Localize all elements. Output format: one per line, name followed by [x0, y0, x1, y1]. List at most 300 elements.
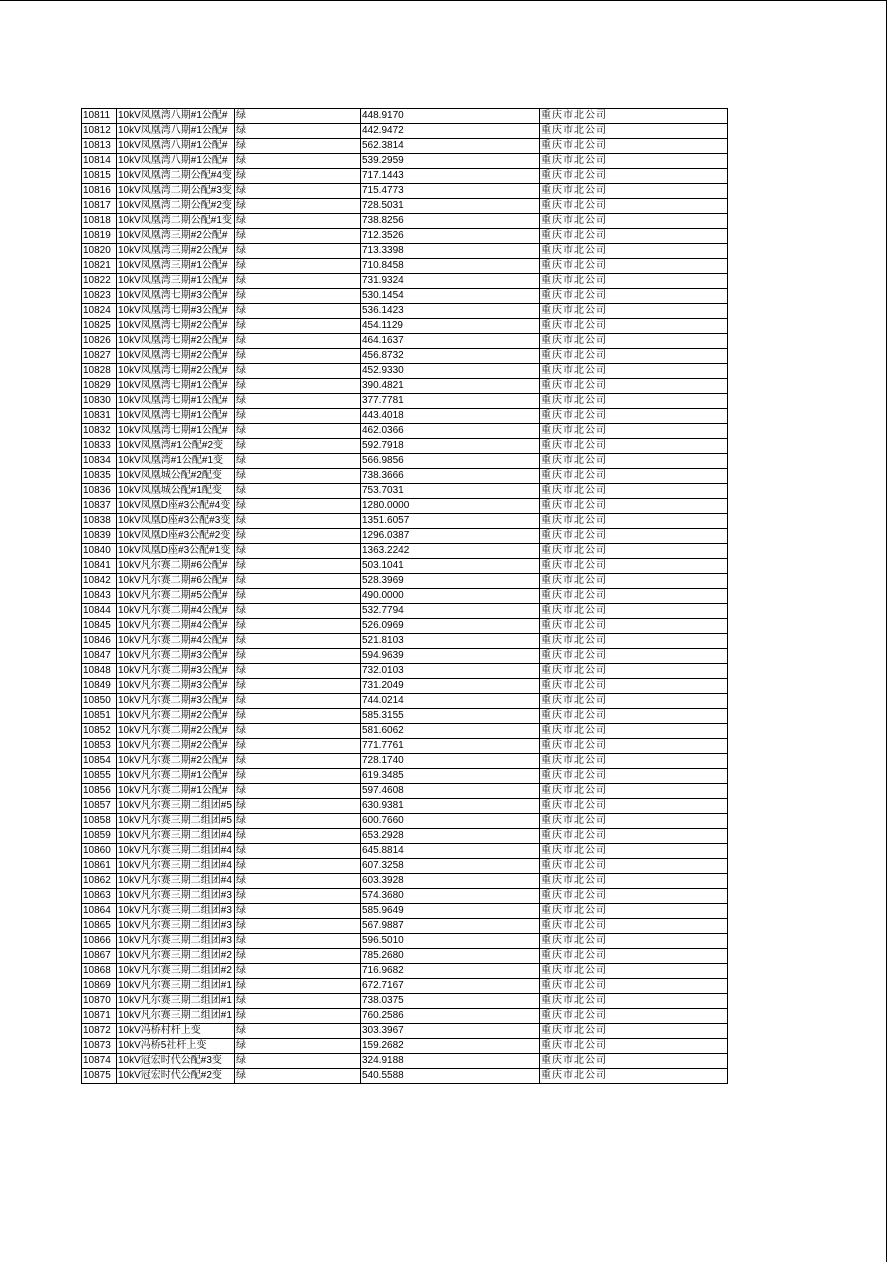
color-cell: 绿 [235, 979, 361, 994]
id-cell: 10848 [82, 664, 117, 679]
table-row [82, 739, 728, 754]
data-table [81, 108, 728, 1084]
org-cell: 重庆市北公司 [540, 1054, 728, 1069]
org-cell: 重庆市北公司 [540, 214, 728, 229]
color-cell: 绿 [235, 919, 361, 934]
table-row [82, 409, 728, 424]
id-cell: 10823 [82, 289, 117, 304]
name-cell: 10kV凤凰D座#3公配#4变 [117, 499, 235, 514]
org-cell: 重庆市北公司 [540, 604, 728, 619]
id-cell: 10847 [82, 649, 117, 664]
value-cell: 603.3928 [361, 874, 540, 889]
id-cell: 10851 [82, 709, 117, 724]
color-cell: 绿 [235, 679, 361, 694]
id-cell: 10852 [82, 724, 117, 739]
id-cell: 10867 [82, 949, 117, 964]
org-cell: 重庆市北公司 [540, 544, 728, 559]
org-cell: 重庆市北公司 [540, 589, 728, 604]
value-cell: 728.5031 [361, 199, 540, 214]
value-cell: 728.1740 [361, 754, 540, 769]
id-cell: 10826 [82, 334, 117, 349]
value-cell: 390.4821 [361, 379, 540, 394]
value-cell: 442.9472 [361, 124, 540, 139]
table-body [82, 109, 728, 1084]
color-cell: 绿 [235, 469, 361, 484]
id-cell: 10833 [82, 439, 117, 454]
org-cell: 重庆市北公司 [540, 484, 728, 499]
color-cell: 绿 [235, 619, 361, 634]
table-row [82, 424, 728, 439]
table-row [82, 1054, 728, 1069]
name-cell: 10kV凡尔赛三期二组团#5 [117, 799, 235, 814]
org-cell: 重庆市北公司 [540, 1024, 728, 1039]
org-cell: 重庆市北公司 [540, 229, 728, 244]
color-cell: 绿 [235, 484, 361, 499]
value-cell: 454.1129 [361, 319, 540, 334]
id-cell: 10825 [82, 319, 117, 334]
color-cell: 绿 [235, 199, 361, 214]
table-row [82, 274, 728, 289]
table-row [82, 184, 728, 199]
org-cell: 重庆市北公司 [540, 1039, 728, 1054]
id-cell: 10861 [82, 859, 117, 874]
color-cell: 绿 [235, 349, 361, 364]
id-cell: 10844 [82, 604, 117, 619]
name-cell: 10kV凤凰湾七期#2公配# [117, 319, 235, 334]
name-cell: 10kV凤凰城公配#2配变 [117, 469, 235, 484]
table-row [82, 544, 728, 559]
name-cell: 10kV凤凰湾二期公配#1变 [117, 214, 235, 229]
org-cell: 重庆市北公司 [540, 649, 728, 664]
color-cell: 绿 [235, 799, 361, 814]
id-cell: 10849 [82, 679, 117, 694]
color-cell: 绿 [235, 634, 361, 649]
table-row [82, 1039, 728, 1054]
name-cell: 10kV凡尔赛二期#2公配# [117, 724, 235, 739]
value-cell: 738.8256 [361, 214, 540, 229]
color-cell: 绿 [235, 1054, 361, 1069]
table-row [82, 229, 728, 244]
id-cell: 10828 [82, 364, 117, 379]
color-cell: 绿 [235, 379, 361, 394]
id-cell: 10873 [82, 1039, 117, 1054]
id-cell: 10842 [82, 574, 117, 589]
table-row [82, 379, 728, 394]
name-cell: 10kV凡尔赛三期二组团#4 [117, 844, 235, 859]
color-cell: 绿 [235, 1009, 361, 1024]
value-cell: 672.7167 [361, 979, 540, 994]
table-row [82, 634, 728, 649]
value-cell: 566.9856 [361, 454, 540, 469]
color-cell: 绿 [235, 709, 361, 724]
color-cell: 绿 [235, 439, 361, 454]
name-cell: 10kV凤凰湾三期#2公配# [117, 244, 235, 259]
table-row [82, 454, 728, 469]
color-cell: 绿 [235, 604, 361, 619]
org-cell: 重庆市北公司 [540, 1069, 728, 1084]
name-cell: 10kV凡尔赛三期二组团#3 [117, 934, 235, 949]
value-cell: 597.4608 [361, 784, 540, 799]
name-cell: 10kV凤凰湾七期#3公配# [117, 304, 235, 319]
value-cell: 785.2680 [361, 949, 540, 964]
value-cell: 324.9188 [361, 1054, 540, 1069]
org-cell: 重庆市北公司 [540, 619, 728, 634]
org-cell: 重庆市北公司 [540, 964, 728, 979]
id-cell: 10832 [82, 424, 117, 439]
table-row [82, 124, 728, 139]
name-cell: 10kV凡尔赛三期二组团#2 [117, 964, 235, 979]
name-cell: 10kV凤凰湾七期#1公配# [117, 409, 235, 424]
value-cell: 562.3814 [361, 139, 540, 154]
id-cell: 10863 [82, 889, 117, 904]
table-row [82, 979, 728, 994]
id-cell: 10836 [82, 484, 117, 499]
table-row [82, 889, 728, 904]
name-cell: 10kV凡尔赛三期二组团#2 [117, 949, 235, 964]
id-cell: 10827 [82, 349, 117, 364]
name-cell: 10kV凡尔赛三期二组团#3 [117, 904, 235, 919]
org-cell: 重庆市北公司 [540, 709, 728, 724]
table-row [82, 694, 728, 709]
name-cell: 10kV凡尔赛二期#3公配# [117, 664, 235, 679]
value-cell: 585.9649 [361, 904, 540, 919]
color-cell: 绿 [235, 844, 361, 859]
value-cell: 731.9324 [361, 274, 540, 289]
id-cell: 10855 [82, 769, 117, 784]
org-cell: 重庆市北公司 [540, 979, 728, 994]
table-row [82, 499, 728, 514]
name-cell: 10kV凡尔赛二期#2公配# [117, 709, 235, 724]
name-cell: 10kV凡尔赛二期#3公配# [117, 679, 235, 694]
id-cell: 10850 [82, 694, 117, 709]
value-cell: 526.0969 [361, 619, 540, 634]
color-cell: 绿 [235, 424, 361, 439]
table-row [82, 364, 728, 379]
org-cell: 重庆市北公司 [540, 694, 728, 709]
value-cell: 528.3969 [361, 574, 540, 589]
value-cell: 585.3155 [361, 709, 540, 724]
value-cell: 1296.0387 [361, 529, 540, 544]
name-cell: 10kV凤凰湾八期#1公配# [117, 109, 235, 124]
org-cell: 重庆市北公司 [540, 574, 728, 589]
value-cell: 715.4773 [361, 184, 540, 199]
value-cell: 159.2682 [361, 1039, 540, 1054]
value-cell: 753.7031 [361, 484, 540, 499]
org-cell: 重庆市北公司 [540, 394, 728, 409]
id-cell: 10857 [82, 799, 117, 814]
id-cell: 10838 [82, 514, 117, 529]
value-cell: 567.9887 [361, 919, 540, 934]
name-cell: 10kV凤凰湾八期#1公配# [117, 154, 235, 169]
table-row [82, 244, 728, 259]
name-cell: 10kV凡尔赛三期二组团#4 [117, 829, 235, 844]
value-cell: 738.0375 [361, 994, 540, 1009]
org-cell: 重庆市北公司 [540, 994, 728, 1009]
color-cell: 绿 [235, 964, 361, 979]
id-cell: 10870 [82, 994, 117, 1009]
color-cell: 绿 [235, 544, 361, 559]
value-cell: 1363.2242 [361, 544, 540, 559]
name-cell: 10kV凤凰湾八期#1公配# [117, 124, 235, 139]
color-cell: 绿 [235, 154, 361, 169]
value-cell: 619.3485 [361, 769, 540, 784]
color-cell: 绿 [235, 214, 361, 229]
id-cell: 10819 [82, 229, 117, 244]
color-cell: 绿 [235, 694, 361, 709]
color-cell: 绿 [235, 334, 361, 349]
org-cell: 重庆市北公司 [540, 184, 728, 199]
color-cell: 绿 [235, 289, 361, 304]
value-cell: 530.1454 [361, 289, 540, 304]
id-cell: 10872 [82, 1024, 117, 1039]
value-cell: 462.0366 [361, 424, 540, 439]
name-cell: 10kV凡尔赛二期#6公配# [117, 574, 235, 589]
org-cell: 重庆市北公司 [540, 739, 728, 754]
name-cell: 10kV凡尔赛二期#6公配# [117, 559, 235, 574]
value-cell: 503.1041 [361, 559, 540, 574]
table-row [82, 949, 728, 964]
id-cell: 10829 [82, 379, 117, 394]
table-row [82, 199, 728, 214]
id-cell: 10822 [82, 274, 117, 289]
value-cell: 600.7660 [361, 814, 540, 829]
name-cell: 10kV冠宏时代公配#3变 [117, 1054, 235, 1069]
id-cell: 10814 [82, 154, 117, 169]
org-cell: 重庆市北公司 [540, 154, 728, 169]
value-cell: 713.3398 [361, 244, 540, 259]
org-cell: 重庆市北公司 [540, 754, 728, 769]
id-cell: 10860 [82, 844, 117, 859]
org-cell: 重庆市北公司 [540, 304, 728, 319]
table-row [82, 169, 728, 184]
table-row [82, 994, 728, 1009]
org-cell: 重庆市北公司 [540, 379, 728, 394]
value-cell: 536.1423 [361, 304, 540, 319]
id-cell: 10840 [82, 544, 117, 559]
value-cell: 596.5010 [361, 934, 540, 949]
id-cell: 10869 [82, 979, 117, 994]
name-cell: 10kV冯桥5社杆上变 [117, 1039, 235, 1054]
color-cell: 绿 [235, 664, 361, 679]
org-cell: 重庆市北公司 [540, 169, 728, 184]
id-cell: 10830 [82, 394, 117, 409]
name-cell: 10kV凡尔赛二期#3公配# [117, 649, 235, 664]
org-cell: 重庆市北公司 [540, 334, 728, 349]
value-cell: 760.2586 [361, 1009, 540, 1024]
id-cell: 10824 [82, 304, 117, 319]
table-row [82, 319, 728, 334]
org-cell: 重庆市北公司 [540, 769, 728, 784]
id-cell: 10812 [82, 124, 117, 139]
table-row [82, 214, 728, 229]
org-cell: 重庆市北公司 [540, 274, 728, 289]
org-cell: 重庆市北公司 [540, 349, 728, 364]
org-cell: 重庆市北公司 [540, 829, 728, 844]
table-row [82, 964, 728, 979]
org-cell: 重庆市北公司 [540, 289, 728, 304]
table-row [82, 679, 728, 694]
org-cell: 重庆市北公司 [540, 934, 728, 949]
table-row [82, 1069, 728, 1084]
org-cell: 重庆市北公司 [540, 724, 728, 739]
org-cell: 重庆市北公司 [540, 109, 728, 124]
id-cell: 10843 [82, 589, 117, 604]
id-cell: 10821 [82, 259, 117, 274]
org-cell: 重庆市北公司 [540, 1009, 728, 1024]
table-row [82, 709, 728, 724]
name-cell: 10kV凤凰湾#1公配#2变 [117, 439, 235, 454]
org-cell: 重庆市北公司 [540, 919, 728, 934]
org-cell: 重庆市北公司 [540, 469, 728, 484]
table-row [82, 154, 728, 169]
color-cell: 绿 [235, 124, 361, 139]
value-cell: 448.9170 [361, 109, 540, 124]
id-cell: 10859 [82, 829, 117, 844]
color-cell: 绿 [235, 109, 361, 124]
name-cell: 10kV凡尔赛三期二组团#1 [117, 1009, 235, 1024]
value-cell: 377.7781 [361, 394, 540, 409]
color-cell: 绿 [235, 574, 361, 589]
id-cell: 10853 [82, 739, 117, 754]
name-cell: 10kV凡尔赛三期二组团#5 [117, 814, 235, 829]
table-row [82, 514, 728, 529]
color-cell: 绿 [235, 364, 361, 379]
org-cell: 重庆市北公司 [540, 559, 728, 574]
table-row [82, 754, 728, 769]
value-cell: 645.8814 [361, 844, 540, 859]
name-cell: 10kV凤凰城公配#1配变 [117, 484, 235, 499]
table-row [82, 439, 728, 454]
value-cell: 540.5588 [361, 1069, 540, 1084]
color-cell: 绿 [235, 889, 361, 904]
id-cell: 10816 [82, 184, 117, 199]
value-cell: 717.1443 [361, 169, 540, 184]
id-cell: 10858 [82, 814, 117, 829]
color-cell: 绿 [235, 829, 361, 844]
table-row [82, 394, 728, 409]
color-cell: 绿 [235, 739, 361, 754]
value-cell: 592.7918 [361, 439, 540, 454]
table-row [82, 829, 728, 844]
table-row [82, 769, 728, 784]
id-cell: 10871 [82, 1009, 117, 1024]
color-cell: 绿 [235, 649, 361, 664]
table-row [82, 574, 728, 589]
org-cell: 重庆市北公司 [540, 319, 728, 334]
name-cell: 10kV冯桥村杆上变 [117, 1024, 235, 1039]
value-cell: 443.4018 [361, 409, 540, 424]
id-cell: 10868 [82, 964, 117, 979]
color-cell: 绿 [235, 169, 361, 184]
table-row [82, 1009, 728, 1024]
color-cell: 绿 [235, 304, 361, 319]
org-cell: 重庆市北公司 [540, 124, 728, 139]
name-cell: 10kV凤凰湾三期#1公配# [117, 259, 235, 274]
org-cell: 重庆市北公司 [540, 784, 728, 799]
value-cell: 731.2049 [361, 679, 540, 694]
name-cell: 10kV凤凰湾七期#2公配# [117, 334, 235, 349]
id-cell: 10837 [82, 499, 117, 514]
color-cell: 绿 [235, 259, 361, 274]
table-row [82, 469, 728, 484]
value-cell: 452.9330 [361, 364, 540, 379]
org-cell: 重庆市北公司 [540, 499, 728, 514]
value-cell: 1351.6057 [361, 514, 540, 529]
name-cell: 10kV凡尔赛二期#4公配# [117, 604, 235, 619]
value-cell: 653.2928 [361, 829, 540, 844]
table-row [82, 859, 728, 874]
value-cell: 539.2959 [361, 154, 540, 169]
table-row [82, 589, 728, 604]
color-cell: 绿 [235, 754, 361, 769]
org-cell: 重庆市北公司 [540, 244, 728, 259]
value-cell: 581.6062 [361, 724, 540, 739]
org-cell: 重庆市北公司 [540, 814, 728, 829]
org-cell: 重庆市北公司 [540, 634, 728, 649]
value-cell: 303.3967 [361, 1024, 540, 1039]
color-cell: 绿 [235, 274, 361, 289]
table-row [82, 484, 728, 499]
table-row [82, 604, 728, 619]
color-cell: 绿 [235, 499, 361, 514]
color-cell: 绿 [235, 994, 361, 1009]
color-cell: 绿 [235, 859, 361, 874]
name-cell: 10kV凤凰湾八期#1公配# [117, 139, 235, 154]
table-row [82, 799, 728, 814]
table-row [82, 259, 728, 274]
value-cell: 532.7794 [361, 604, 540, 619]
name-cell: 10kV凤凰D座#3公配#2变 [117, 529, 235, 544]
color-cell: 绿 [235, 784, 361, 799]
value-cell: 710.8458 [361, 259, 540, 274]
org-cell: 重庆市北公司 [540, 949, 728, 964]
name-cell: 10kV凡尔赛三期二组团#4 [117, 874, 235, 889]
color-cell: 绿 [235, 529, 361, 544]
color-cell: 绿 [235, 319, 361, 334]
table-row [82, 784, 728, 799]
color-cell: 绿 [235, 769, 361, 784]
org-cell: 重庆市北公司 [540, 424, 728, 439]
color-cell: 绿 [235, 949, 361, 964]
color-cell: 绿 [235, 934, 361, 949]
value-cell: 594.9639 [361, 649, 540, 664]
name-cell: 10kV凡尔赛三期二组团#1 [117, 994, 235, 1009]
name-cell: 10kV凡尔赛二期#2公配# [117, 739, 235, 754]
id-cell: 10846 [82, 634, 117, 649]
value-cell: 712.3526 [361, 229, 540, 244]
table-row [82, 559, 728, 574]
table-row [82, 844, 728, 859]
name-cell: 10kV凡尔赛三期二组团#3 [117, 889, 235, 904]
org-cell: 重庆市北公司 [540, 529, 728, 544]
name-cell: 10kV凡尔赛二期#4公配# [117, 634, 235, 649]
value-cell: 464.1637 [361, 334, 540, 349]
value-cell: 744.0214 [361, 694, 540, 709]
color-cell: 绿 [235, 139, 361, 154]
table-row [82, 934, 728, 949]
org-cell: 重庆市北公司 [540, 409, 728, 424]
id-cell: 10862 [82, 874, 117, 889]
color-cell: 绿 [235, 904, 361, 919]
value-cell: 738.3666 [361, 469, 540, 484]
value-cell: 716.9682 [361, 964, 540, 979]
name-cell: 10kV凤凰湾#1公配#1变 [117, 454, 235, 469]
id-cell: 10866 [82, 934, 117, 949]
color-cell: 绿 [235, 559, 361, 574]
table-row [82, 139, 728, 154]
table-row [82, 304, 728, 319]
id-cell: 10813 [82, 139, 117, 154]
